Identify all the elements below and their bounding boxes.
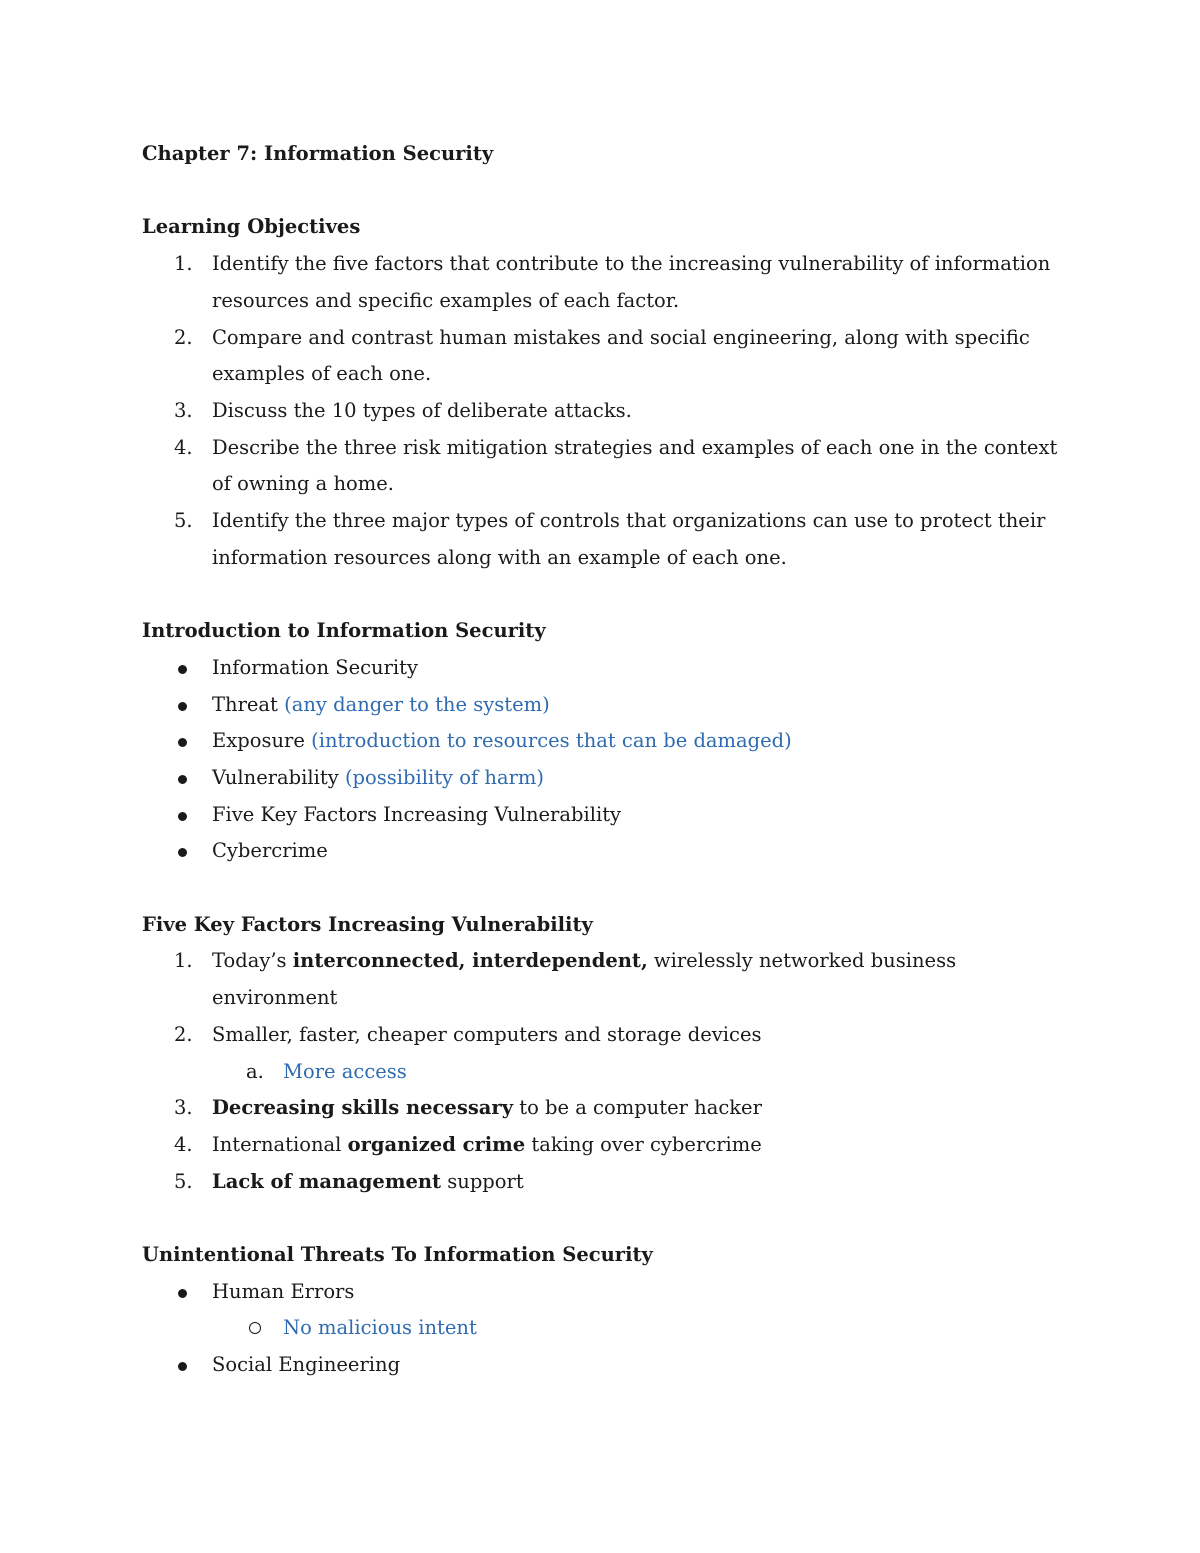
sub-list-letter: a. bbox=[246, 1059, 264, 1083]
bullet-item bbox=[142, 723, 1062, 760]
bullet-note: (introduction to resources that can be damaged) bbox=[311, 729, 792, 753]
bullet-text: Information Security bbox=[212, 655, 419, 679]
bullet-text: Vulnerability bbox=[212, 765, 339, 789]
bullet-item bbox=[142, 1347, 1062, 1384]
list-number: 4. bbox=[174, 1132, 193, 1156]
sub-bullet-note: No malicious intent bbox=[283, 1316, 477, 1340]
unintentional-heading: Unintentional Threats To Information Security bbox=[142, 1243, 653, 1267]
introduction-list bbox=[142, 650, 1062, 870]
list-number: 4. bbox=[174, 435, 193, 459]
sub-bullet-item bbox=[142, 1310, 1062, 1347]
list-item-bold: interconnected, interdependent, bbox=[292, 949, 648, 973]
list-item-bold: organized crime bbox=[347, 1132, 526, 1156]
bullet-item bbox=[142, 650, 1062, 687]
bullet-icon bbox=[178, 1289, 187, 1298]
list-number: 2. bbox=[174, 325, 193, 349]
list-item-text: Compare and contrast human mistakes and social engineering, along with specific examples of each one. bbox=[212, 325, 1030, 386]
bullet-icon bbox=[178, 848, 187, 857]
list-item-text-post: wirelessly networked business environment bbox=[212, 949, 957, 1010]
hollow-bullet-icon bbox=[249, 1322, 261, 1334]
learning-objectives-heading: Learning Objectives bbox=[142, 215, 361, 239]
list-number: 3. bbox=[174, 1096, 193, 1120]
learning-objectives-list bbox=[142, 246, 1062, 576]
list-item-text: Identify the five factors that contribute to the increasing vulnerability of information resources and specific examples of each factor. bbox=[212, 252, 1051, 312]
factors-list bbox=[142, 943, 1062, 1200]
list-item-text: Describe the three risk mitigation strategies and examples of each one in the context of owning a home. bbox=[212, 435, 1058, 496]
list-item-text-pre: International bbox=[212, 1132, 348, 1156]
bullet-icon bbox=[178, 665, 187, 674]
bullet-icon bbox=[178, 812, 187, 821]
bullet-icon bbox=[178, 738, 187, 747]
chapter-title: Chapter 7: Information Security bbox=[142, 142, 494, 165]
bullet-icon bbox=[178, 1362, 187, 1371]
list-number: 1. bbox=[174, 252, 193, 276]
list-item bbox=[142, 393, 1062, 430]
spacer bbox=[142, 173, 1062, 210]
bullet-text: Threat bbox=[212, 692, 278, 716]
list-item bbox=[142, 943, 1062, 1016]
list-number: 5. bbox=[174, 1169, 193, 1193]
list-item-text-post: support bbox=[441, 1169, 524, 1193]
list-item bbox=[142, 430, 1062, 503]
list-item-text-pre: Today’s bbox=[212, 949, 293, 973]
list-item bbox=[142, 1164, 1062, 1201]
list-item-text: Discuss the 10 types of deliberate attacks. bbox=[212, 398, 632, 422]
list-item-text: Smaller, faster, cheaper computers and storage devices bbox=[212, 1022, 762, 1046]
list-item-text-post: taking over cybercrime bbox=[525, 1132, 762, 1156]
bullet-text: Human Errors bbox=[212, 1279, 355, 1303]
bullet-note: (possibility of harm) bbox=[344, 765, 545, 789]
bullet-text: Cybercrime bbox=[212, 839, 328, 863]
spacer bbox=[142, 1200, 1062, 1237]
document-page bbox=[142, 136, 1062, 1384]
bullet-text: Social Engineering bbox=[212, 1353, 401, 1377]
bullet-note: (any danger to the system) bbox=[284, 692, 550, 716]
list-number: 2. bbox=[174, 1022, 193, 1046]
bullet-text: Five Key Factors Increasing Vulnerability bbox=[212, 802, 622, 826]
bullet-item bbox=[142, 1274, 1062, 1311]
list-number: 3. bbox=[174, 398, 193, 422]
list-item-text: Identify the three major types of controls that organizations can use to protect their information resources along with an example of each one. bbox=[212, 509, 1046, 569]
bullet-item bbox=[142, 760, 1062, 797]
list-item bbox=[142, 1017, 1062, 1054]
bullet-icon bbox=[178, 775, 187, 784]
list-item bbox=[142, 1090, 1062, 1127]
bullet-item bbox=[142, 687, 1062, 724]
bullet-item bbox=[142, 833, 1062, 870]
list-item bbox=[142, 503, 1062, 576]
list-item bbox=[142, 246, 1062, 319]
spacer bbox=[142, 870, 1062, 907]
unintentional-list bbox=[142, 1274, 1062, 1384]
list-number: 5. bbox=[174, 509, 193, 533]
list-number: 1. bbox=[174, 949, 193, 973]
list-item bbox=[142, 320, 1062, 393]
introduction-heading: Introduction to Information Security bbox=[142, 619, 546, 643]
bullet-icon bbox=[178, 702, 187, 711]
sub-list-note: More access bbox=[283, 1059, 407, 1083]
list-item-text-post: to be a computer hacker bbox=[513, 1096, 762, 1120]
bullet-item bbox=[142, 797, 1062, 834]
list-item-bold: Decreasing skills necessary bbox=[212, 1096, 514, 1120]
factors-heading: Five Key Factors Increasing Vulnerability bbox=[142, 912, 593, 936]
list-item bbox=[142, 1127, 1062, 1164]
list-item-bold: Lack of management bbox=[212, 1169, 442, 1193]
spacer bbox=[142, 576, 1062, 613]
bullet-text: Exposure bbox=[212, 729, 305, 753]
sub-list-item bbox=[142, 1054, 1062, 1091]
